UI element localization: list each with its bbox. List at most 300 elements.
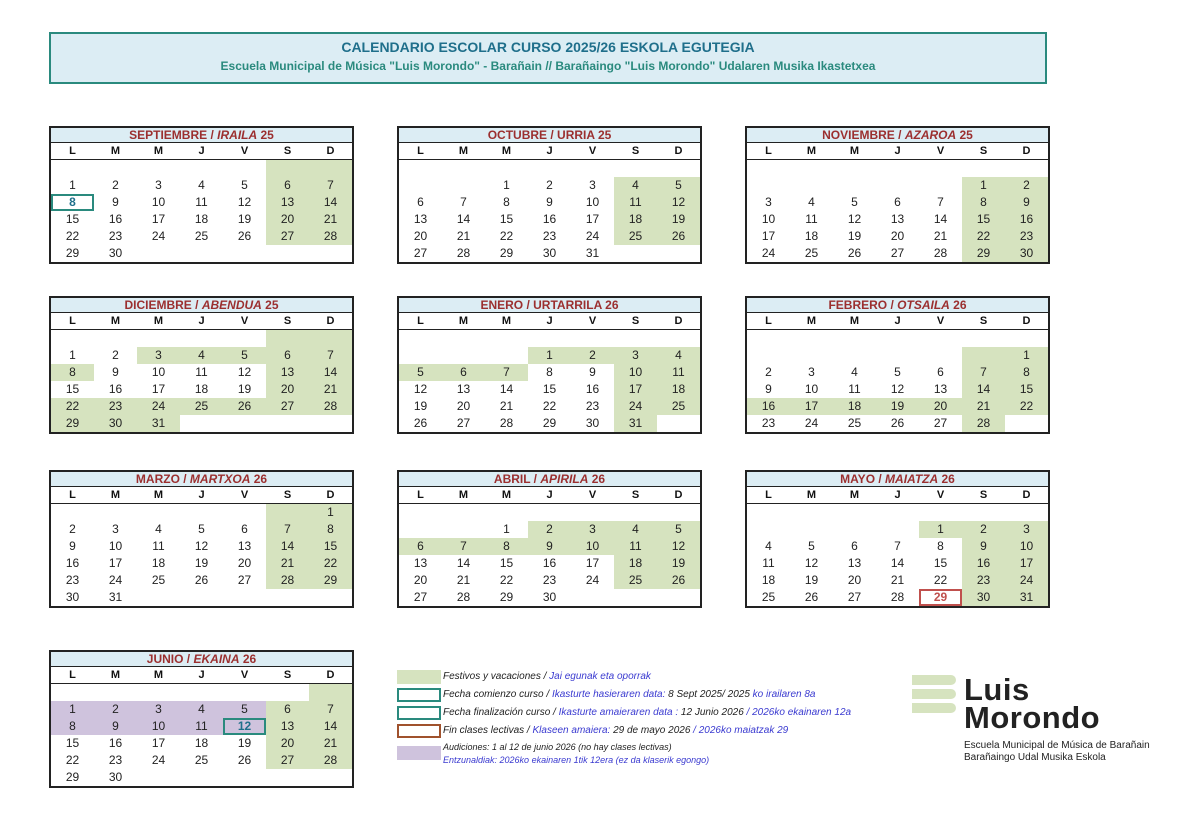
day-cell: 16 xyxy=(747,398,790,415)
empty-cell xyxy=(876,160,919,177)
legend-swatch-start xyxy=(397,688,441,702)
day-cell: 24 xyxy=(585,229,600,243)
weekday-label: J xyxy=(198,669,205,681)
month-block xyxy=(397,126,702,264)
week-row xyxy=(399,177,700,194)
weekday-label: S xyxy=(283,489,292,501)
day-cell: 10 xyxy=(151,365,166,379)
weekday-label: L xyxy=(69,145,76,157)
day-cell: 28 xyxy=(456,246,471,260)
day-cell: 24 xyxy=(585,573,600,587)
month-block xyxy=(745,470,1050,608)
day-cell: 6 xyxy=(266,347,309,364)
day-cell: 27 xyxy=(456,416,471,430)
day-cell: 8 xyxy=(485,538,528,555)
weekday-label: J xyxy=(198,315,205,327)
calendar-subtitle: Escuela Municipal de Música "Luis Morondo" - Barañain // Barañaingo "Luis Morondo" Udalaren Musika Ikastetxea xyxy=(220,59,876,73)
day-cell: 20 xyxy=(890,229,905,243)
week-row xyxy=(51,735,352,752)
empty-cell xyxy=(266,245,309,262)
empty-cell xyxy=(790,330,833,347)
calendar-title: CALENDARIO ESCOLAR CURSO 2025/26 ESKOLA EGUTEGIA xyxy=(341,39,755,55)
month-year: 26 xyxy=(253,472,268,486)
day-cell: 30 xyxy=(585,416,600,430)
empty-cell xyxy=(51,330,94,347)
day-cell: 12 xyxy=(847,212,862,226)
empty-cell xyxy=(876,330,919,347)
empty-cell xyxy=(790,347,833,364)
day-cell: 13 xyxy=(456,382,471,396)
day-cell: 9 xyxy=(528,538,571,555)
day-cell: 8 xyxy=(309,521,352,538)
day-cell: 5 xyxy=(223,347,266,364)
day-cell: 28 xyxy=(890,590,905,604)
day-cell: 7 xyxy=(962,364,1005,381)
day-cell: 6 xyxy=(399,538,442,555)
empty-cell xyxy=(266,589,309,606)
month-year: 26 xyxy=(941,472,955,486)
week-row xyxy=(399,245,700,262)
day-cell: 25 xyxy=(657,398,700,415)
day-cell: 19 xyxy=(194,556,209,570)
weekday-label: L xyxy=(69,489,76,501)
weekday-label: D xyxy=(1022,489,1031,501)
day-cell: 23 xyxy=(962,572,1005,589)
day-cell: 5 xyxy=(223,701,266,718)
day-cell: 20 xyxy=(266,735,309,752)
day-cell: 17 xyxy=(151,212,166,226)
empty-cell xyxy=(657,504,700,521)
day-cell: 11 xyxy=(195,195,208,209)
day-cell: 11 xyxy=(180,718,223,735)
day-cell: 13 xyxy=(266,194,309,211)
weekday-label: V xyxy=(588,145,597,157)
empty-cell xyxy=(1005,330,1048,347)
empty-cell xyxy=(223,589,266,606)
day-cell: 16 xyxy=(108,212,123,226)
week-row xyxy=(399,572,700,589)
week-row xyxy=(747,194,1048,211)
day-cell: 13 xyxy=(847,556,862,570)
weekday-label: V xyxy=(240,315,249,327)
day-cell: 16 xyxy=(585,382,600,396)
empty-cell xyxy=(137,769,180,786)
day-cell: 17 xyxy=(151,382,166,396)
empty-cell xyxy=(137,330,180,347)
weekday-label: J xyxy=(894,315,901,327)
month-name-es: OCTUBRE / URRIA xyxy=(487,128,595,142)
empty-cell xyxy=(399,177,442,194)
weekday-row xyxy=(51,143,352,160)
empty-cell xyxy=(223,160,266,177)
day-cell: 15 xyxy=(1005,381,1048,398)
week-row xyxy=(51,769,352,786)
day-cell: 15 xyxy=(542,382,557,396)
week-row xyxy=(51,521,352,538)
weekday-label: M xyxy=(153,669,164,681)
empty-cell xyxy=(137,589,180,606)
day-cell: 19 xyxy=(237,736,252,750)
day-cell: 27 xyxy=(890,246,905,260)
day-cell: 18 xyxy=(833,398,876,415)
month-name-eu: ABENDUA xyxy=(201,298,262,312)
day-cell: 30 xyxy=(108,246,123,260)
day-cell: 26 xyxy=(194,573,209,587)
week-row xyxy=(747,228,1048,245)
empty-cell xyxy=(614,330,657,347)
day-cell: 21 xyxy=(309,735,352,752)
day-cell: 12 xyxy=(890,382,905,396)
day-cell: 26 xyxy=(413,416,428,430)
day-cell: 3 xyxy=(1005,521,1048,538)
empty-cell xyxy=(399,160,442,177)
day-cell: 30 xyxy=(108,770,123,784)
month-year: 26 xyxy=(605,298,619,312)
day-cell: 12 xyxy=(657,538,700,555)
week-row xyxy=(51,160,352,177)
empty-cell xyxy=(790,521,833,538)
day-cell: 8 xyxy=(962,194,1005,211)
day-cell: 11 xyxy=(805,212,818,226)
day-cell: 4 xyxy=(155,522,162,536)
day-cell: 16 xyxy=(1005,211,1048,228)
week-row xyxy=(399,381,700,398)
day-cell: 30 xyxy=(962,589,1005,606)
day-cell: 27 xyxy=(933,416,948,430)
day-cell: 19 xyxy=(657,211,700,228)
empty-cell xyxy=(833,347,876,364)
weekday-label: M xyxy=(849,315,860,327)
empty-cell xyxy=(747,160,790,177)
month-name-es: SEPTIEMBRE / xyxy=(129,128,214,142)
day-cell: 1 xyxy=(51,701,94,718)
day-cell: 15 xyxy=(65,212,80,226)
weekday-label: S xyxy=(979,145,988,157)
empty-cell xyxy=(266,160,309,177)
day-cell: 20 xyxy=(413,573,428,587)
day-cell: 6 xyxy=(442,364,485,381)
day-cell: 4 xyxy=(614,177,657,194)
empty-cell xyxy=(833,160,876,177)
weekday-label: S xyxy=(979,489,988,501)
empty-cell xyxy=(137,160,180,177)
weekday-label: M xyxy=(458,145,469,157)
day-cell: 27 xyxy=(266,398,309,415)
weekday-label: V xyxy=(936,315,945,327)
day-cell: 21 xyxy=(266,555,309,572)
empty-cell xyxy=(485,347,528,364)
day-cell: 6 xyxy=(937,365,944,379)
month-title xyxy=(747,128,1048,143)
empty-cell xyxy=(266,684,309,701)
week-row xyxy=(399,228,700,245)
legend-swatch-green xyxy=(397,670,441,684)
weekday-label: S xyxy=(631,145,640,157)
weekday-label: S xyxy=(283,145,292,157)
week-row xyxy=(51,589,352,606)
day-cell: 24 xyxy=(151,229,166,243)
empty-cell xyxy=(485,160,528,177)
day-cell: 8 xyxy=(51,718,94,735)
day-cell: 12 xyxy=(237,195,252,209)
empty-cell xyxy=(876,177,919,194)
month-block xyxy=(745,296,1050,434)
month-year: 25 xyxy=(959,128,973,142)
weekday-label: V xyxy=(240,145,249,157)
day-cell: 17 xyxy=(585,212,600,226)
day-cell: 10 xyxy=(151,195,166,209)
day-cell: 14 xyxy=(456,212,471,226)
day-cell: 30 xyxy=(65,590,80,604)
day-cell: 30 xyxy=(1005,245,1048,262)
week-row xyxy=(399,364,700,381)
day-cell: 13 xyxy=(266,718,309,735)
day-cell: 20 xyxy=(413,229,428,243)
day-cell: 27 xyxy=(266,752,309,769)
day-cell: 18 xyxy=(151,556,166,570)
day-cell: 7 xyxy=(266,521,309,538)
day-cell: 14 xyxy=(309,718,352,735)
day-cell: 14 xyxy=(309,194,352,211)
month-block xyxy=(49,126,354,264)
empty-cell xyxy=(528,160,571,177)
empty-cell xyxy=(614,504,657,521)
day-cell: 21 xyxy=(890,573,905,587)
weekday-label: J xyxy=(546,145,553,157)
day-cell: 9 xyxy=(1005,194,1048,211)
month-block xyxy=(49,470,354,608)
day-cell: 16 xyxy=(65,556,80,570)
month-name-eu: IRAILA xyxy=(217,128,258,142)
month-title xyxy=(399,472,700,487)
week-row xyxy=(399,589,700,606)
day-cell: 22 xyxy=(542,399,557,413)
day-cell: 26 xyxy=(657,572,700,589)
day-cell: 22 xyxy=(51,398,94,415)
empty-cell xyxy=(790,177,833,194)
day-cell: 13 xyxy=(413,556,428,570)
month-year: 26 xyxy=(242,652,257,666)
day-cell: 7 xyxy=(309,701,352,718)
day-cell: 22 xyxy=(309,555,352,572)
day-cell: 7 xyxy=(309,347,352,364)
month-block xyxy=(397,470,702,608)
day-cell: 8 xyxy=(51,194,94,211)
week-row xyxy=(51,718,352,735)
day-cell: 4 xyxy=(180,701,223,718)
day-cell: 12 xyxy=(223,718,266,735)
weekday-label: L xyxy=(417,489,424,501)
day-cell: 1 xyxy=(69,348,76,362)
week-row xyxy=(51,398,352,415)
day-cell: 8 xyxy=(51,364,94,381)
day-cell: 16 xyxy=(108,736,123,750)
legend-label-eu: Klaseen amaiera: xyxy=(532,725,611,736)
weekday-label: M xyxy=(110,669,121,681)
day-cell: 21 xyxy=(456,229,471,243)
day-cell: 3 xyxy=(808,365,815,379)
weekday-label: S xyxy=(631,489,640,501)
weekday-label: V xyxy=(240,489,249,501)
month-year: 25 xyxy=(265,298,279,312)
day-cell: 26 xyxy=(237,229,252,243)
day-cell: 22 xyxy=(962,228,1005,245)
empty-cell xyxy=(180,160,223,177)
day-cell: 2 xyxy=(546,178,553,192)
empty-cell xyxy=(309,415,352,432)
day-cell: 15 xyxy=(933,556,948,570)
day-cell: 24 xyxy=(137,398,180,415)
day-cell: 14 xyxy=(309,364,352,381)
week-row xyxy=(51,330,352,347)
empty-cell xyxy=(51,504,94,521)
empty-cell xyxy=(747,347,790,364)
empty-cell xyxy=(180,504,223,521)
week-row xyxy=(51,177,352,194)
day-cell: 4 xyxy=(765,539,772,553)
day-cell: 29 xyxy=(309,572,352,589)
empty-cell xyxy=(180,330,223,347)
day-cell: 23 xyxy=(542,573,557,587)
empty-cell xyxy=(833,177,876,194)
empty-cell xyxy=(833,330,876,347)
day-cell: 18 xyxy=(194,212,209,226)
day-cell: 7 xyxy=(485,364,528,381)
day-cell: 27 xyxy=(847,590,862,604)
day-cell: 17 xyxy=(108,556,123,570)
day-cell: 12 xyxy=(413,382,428,396)
month-title xyxy=(399,298,700,313)
day-cell: 29 xyxy=(65,246,80,260)
day-cell: 28 xyxy=(962,415,1005,432)
day-cell: 14 xyxy=(933,212,948,226)
day-cell: 11 xyxy=(614,538,657,555)
empty-cell xyxy=(657,160,700,177)
month-name-es: DICIEMBRE / xyxy=(124,298,199,312)
day-cell: 1 xyxy=(1005,347,1048,364)
empty-cell xyxy=(180,684,223,701)
week-row xyxy=(51,415,352,432)
legend-label-es: Audiciones: 1 al 12 de junio 2026 (no hay clases lectivas) xyxy=(443,742,672,752)
day-cell: 9 xyxy=(69,539,76,553)
day-cell: 10 xyxy=(1005,538,1048,555)
weekday-label: M xyxy=(501,145,512,157)
day-cell: 6 xyxy=(266,701,309,718)
day-cell: 6 xyxy=(241,522,248,536)
school-logo xyxy=(912,672,1162,772)
week-row xyxy=(747,589,1048,606)
month-name-eu: AZAROA xyxy=(904,128,957,142)
empty-cell xyxy=(790,504,833,521)
day-cell: 7 xyxy=(460,195,467,209)
month-title xyxy=(51,652,352,667)
weekday-label: S xyxy=(631,315,640,327)
legend xyxy=(397,670,897,770)
day-cell: 24 xyxy=(804,416,819,430)
day-cell: 11 xyxy=(614,194,657,211)
day-cell: 6 xyxy=(894,195,901,209)
day-cell: 1 xyxy=(69,178,76,192)
day-cell: 12 xyxy=(237,365,252,379)
day-cell: 5 xyxy=(657,177,700,194)
month-block xyxy=(49,650,354,788)
empty-cell xyxy=(442,347,485,364)
day-cell: 26 xyxy=(237,753,252,767)
week-row xyxy=(747,160,1048,177)
day-cell: 9 xyxy=(94,718,137,735)
weekday-row xyxy=(399,313,700,330)
legend-end xyxy=(397,706,897,724)
legend-label-date: 8 Sept 2025/ 2025 xyxy=(668,689,750,700)
empty-cell xyxy=(266,504,309,521)
day-cell: 20 xyxy=(919,398,962,415)
day-cell: 11 xyxy=(195,365,208,379)
weekday-row xyxy=(399,487,700,504)
day-cell: 31 xyxy=(1005,589,1048,606)
legend-label-es: Festivos y vacaciones / xyxy=(443,671,547,682)
legend-label-eu: Jai egunak eta oporrak xyxy=(549,671,651,682)
logo-line2: Barañaingo Udal Musika Eskola xyxy=(964,752,1106,763)
empty-cell xyxy=(485,504,528,521)
week-row xyxy=(51,504,352,521)
empty-cell xyxy=(919,347,962,364)
empty-cell xyxy=(94,330,137,347)
day-cell: 23 xyxy=(94,398,137,415)
month-title xyxy=(51,128,352,143)
week-row xyxy=(399,211,700,228)
day-cell: 19 xyxy=(847,229,862,243)
empty-cell xyxy=(614,589,657,606)
empty-cell xyxy=(833,521,876,538)
empty-cell xyxy=(51,160,94,177)
month-name-eu: MARTXOA xyxy=(189,472,251,486)
day-cell: 6 xyxy=(851,539,858,553)
empty-cell xyxy=(1005,160,1048,177)
month-year: 26 xyxy=(953,298,967,312)
week-row xyxy=(747,572,1048,589)
legend-label-date: 12 Junio 2026 xyxy=(680,707,744,718)
day-cell: 2 xyxy=(112,178,119,192)
day-cell: 11 xyxy=(762,556,775,570)
day-cell: 1 xyxy=(503,522,510,536)
legend-label-eu: Ikasturte hasieraren data: xyxy=(551,689,666,700)
day-cell: 21 xyxy=(499,399,514,413)
day-cell: 26 xyxy=(804,590,819,604)
month-name-eu: APIRILA xyxy=(540,472,589,486)
day-cell: 18 xyxy=(194,736,209,750)
empty-cell xyxy=(614,160,657,177)
day-cell: 25 xyxy=(194,753,209,767)
day-cell: 1 xyxy=(309,504,352,521)
day-cell: 26 xyxy=(223,398,266,415)
day-cell: 7 xyxy=(894,539,901,553)
weekday-label: M xyxy=(458,489,469,501)
empty-cell xyxy=(962,330,1005,347)
day-cell: 20 xyxy=(266,381,309,398)
weekday-label: L xyxy=(765,489,772,501)
weekday-label: J xyxy=(546,315,553,327)
day-cell: 22 xyxy=(1005,398,1048,415)
week-row xyxy=(51,555,352,572)
week-row xyxy=(747,538,1048,555)
day-cell: 18 xyxy=(614,211,657,228)
day-cell: 26 xyxy=(847,246,862,260)
day-cell: 21 xyxy=(933,229,948,243)
empty-cell xyxy=(309,245,352,262)
day-cell: 15 xyxy=(962,211,1005,228)
day-cell: 12 xyxy=(804,556,819,570)
week-row xyxy=(399,194,700,211)
